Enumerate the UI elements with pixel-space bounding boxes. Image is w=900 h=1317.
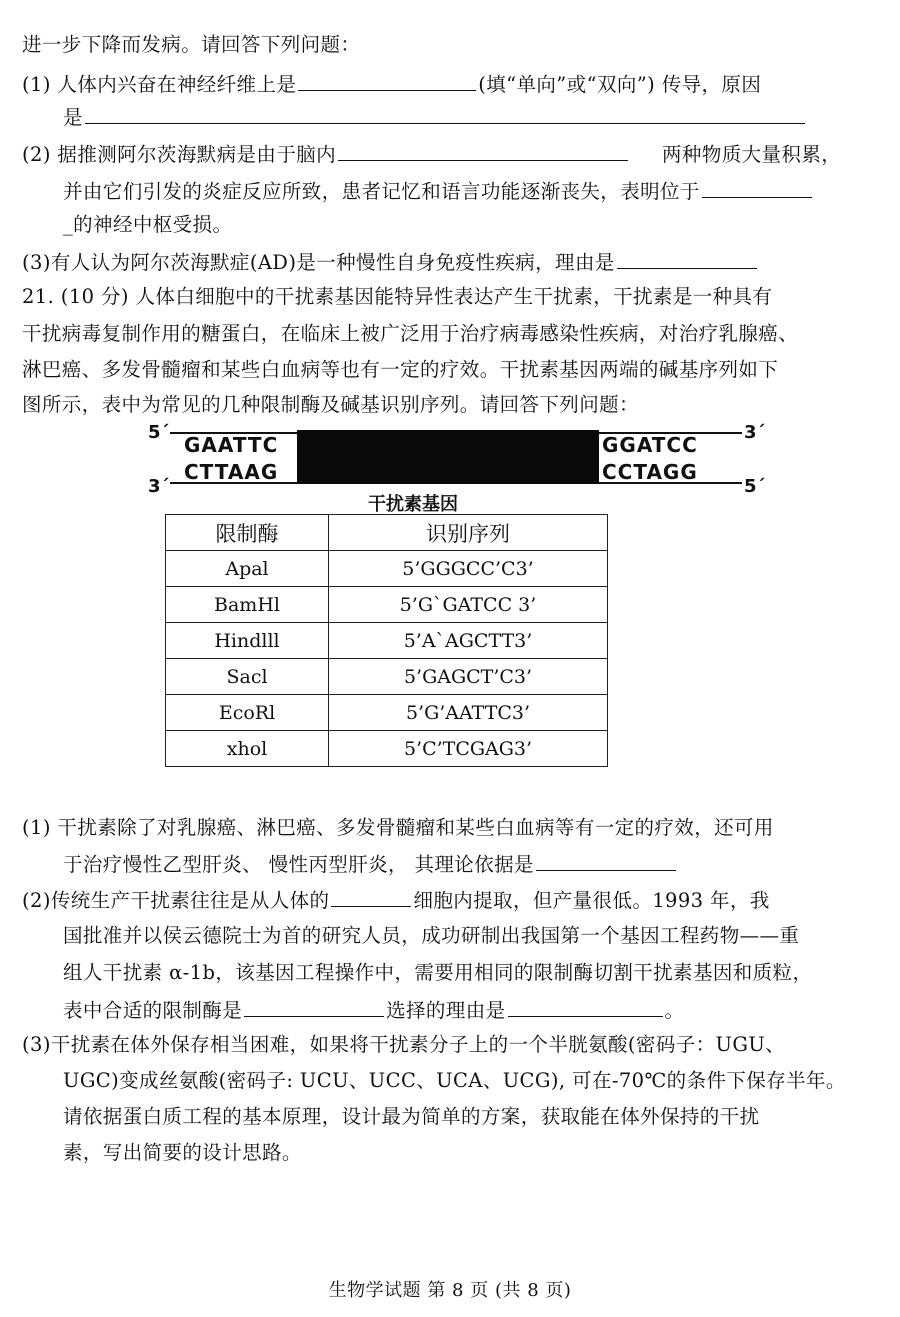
enzyme-name: Sacl: [166, 659, 329, 695]
table-header-enzyme: 限制酶: [166, 515, 329, 551]
sub-question-1-line-2: [63, 850, 678, 878]
sub-question-2-line-2: 国批准并以侯云德院士为首的研究人员，成功研制出我国第一个基因工程药物——重: [63, 924, 800, 947]
answer-blank-1[interactable]: [298, 70, 476, 91]
question-2-line-2: [63, 177, 814, 205]
bottom-left-sequence: CTTAAG: [184, 460, 279, 484]
answer-blank-8[interactable]: [244, 996, 384, 1017]
answer-blank-4[interactable]: [702, 177, 812, 198]
sub-question-2-text-c: 表中合适的限制酶是: [63, 999, 243, 1022]
sub-question-2-text-b: 细胞内提取，但产量很低。1993 年，我: [413, 889, 770, 912]
recognition-sequence: 5’GGGCC’C3’: [329, 551, 608, 587]
sub-question-3-line-4: 素，写出简要的设计思路。: [63, 1141, 302, 1164]
question-1-text-c: 是: [63, 106, 83, 129]
sub-question-3-line-2: UGC)变成丝氨酸(密码子: UCU、UCC、UCA、UCG), 可在-70℃的条件下保存半年。: [63, 1069, 846, 1092]
table-row: [166, 659, 608, 695]
dna-figure: [140, 420, 780, 515]
table-header-row: [166, 515, 608, 551]
question-21-stem-4: 图所示，表中为常见的几种限制酶及碱基识别序列。请回答下列问题：: [22, 393, 639, 416]
question-2-line-3: _的神经中枢受损。: [63, 213, 233, 236]
table-row: [166, 587, 608, 623]
sub-question-2-text-d: 选择的理由是: [386, 999, 506, 1022]
question-1-line-1: [22, 70, 761, 98]
recognition-sequence: 5’C’TCGAG3’: [329, 731, 608, 767]
sub-question-3-line-3: 请依据蛋白质工程的基本原理，设计最为简单的方案，获取能在体外保持的干扰: [63, 1105, 760, 1128]
bottom-right-end-label: 5´: [744, 476, 766, 497]
sub-question-2-line-1: [22, 886, 770, 914]
answer-blank-6[interactable]: [536, 850, 676, 871]
answer-blank-7[interactable]: [331, 886, 411, 907]
bottom-left-end-label: 3´: [148, 476, 170, 497]
question-2-text-c: 并由它们引发的炎症反应所致，患者记忆和语言功能逐渐丧失，表明位于: [63, 180, 700, 203]
question-21-stem-3: 淋巴癌、多发骨髓瘤和某些白血病等也有一定的疗效。干扰素基因两端的碱基序列如下: [22, 358, 779, 381]
question-21-stem-1: 21. (10 分) 人体白细胞中的干扰素基因能特异性表达产生干扰素，干扰素是一种具有: [22, 285, 773, 308]
sub-question-3-line-1: (3)干扰素在体外保存相当困难，如果将干扰素分子上的一个半胱氨酸(密码子：UGU、: [22, 1033, 786, 1056]
recognition-sequence: 5’G’AATTC3’: [329, 695, 608, 731]
enzyme-name: xhol: [166, 731, 329, 767]
sub-question-2-text-e: 。: [664, 999, 685, 1022]
table-row: [166, 551, 608, 587]
question-3-text: (3)有人认为阿尔茨海默症(AD)是一种慢性自身免疫性疾病，理由是: [22, 251, 615, 274]
enzyme-name: Hindlll: [166, 623, 329, 659]
recognition-sequence: 5’G`GATCC 3’: [329, 587, 608, 623]
top-right-sequence: GGATCC: [602, 433, 698, 457]
enzyme-name: EcoRl: [166, 695, 329, 731]
sub-question-2-text-a: (2)传统生产干扰素往往是从人体的: [22, 889, 330, 912]
top-right-end-label: 3´: [744, 422, 766, 443]
answer-blank-5[interactable]: [617, 248, 757, 269]
answer-blank-9[interactable]: [508, 996, 663, 1017]
table-header-sequence: 识别序列: [329, 515, 608, 551]
top-left-sequence: GAATTC: [184, 433, 279, 457]
sub-question-2-line-3: 组人干扰素 α-1b，该基因工程操作中，需要用相同的限制酶切割干扰素基因和质粒，: [63, 961, 813, 984]
sub-question-1-text: 于治疗慢性乙型肝炎、 慢性丙型肝炎， 其理论依据是: [63, 853, 534, 876]
enzyme-name: Apal: [166, 551, 329, 587]
bottom-right-sequence: CCTAGG: [602, 460, 698, 484]
question-1-text-b: (填“单向”或“双向”) 传导，原因: [478, 73, 762, 96]
page-footer: 生物学试题 第 8 页 (共 8 页): [328, 1280, 572, 1301]
recognition-sequence: 5’A`AGCTT3’: [329, 623, 608, 659]
top-left-end-label: 5´: [148, 422, 170, 443]
question-1-text-a: (1) 人体内兴奋在神经纤维上是: [22, 73, 297, 96]
question-21-stem-2: 干扰病毒复制作用的糖蛋白，在临床上被广泛用于治疗病毒感染性疾病，对治疗乳腺癌、: [22, 322, 799, 345]
gene-label: 干扰素基因: [368, 494, 458, 515]
question-1-line-2: [63, 103, 807, 131]
sub-question-1-line-1: (1) 干扰素除了对乳腺癌、淋巴癌、多发骨髓瘤和某些白血病等有一定的疗效，还可用: [22, 816, 774, 839]
restriction-enzyme-table: [165, 514, 608, 767]
sub-question-2-line-4: [63, 996, 684, 1024]
enzyme-name: BamHl: [166, 587, 329, 623]
text-line-intro: 进一步下降而发病。请回答下列问题：: [22, 33, 361, 56]
table-row: [166, 695, 608, 731]
answer-blank-3[interactable]: [338, 140, 628, 161]
table-row: [166, 731, 608, 767]
gene-block: [297, 430, 599, 484]
table-row: [166, 623, 608, 659]
answer-blank-2[interactable]: [85, 103, 805, 124]
question-2-text-b: 两种物质大量积累，: [662, 143, 842, 166]
question-2-line-1: [22, 140, 841, 168]
question-3-line-1: [22, 248, 759, 276]
recognition-sequence: 5’GAGCT’C3’: [329, 659, 608, 695]
question-2-text-a: (2) 据推测阿尔茨海默病是由于脑内: [22, 143, 337, 166]
